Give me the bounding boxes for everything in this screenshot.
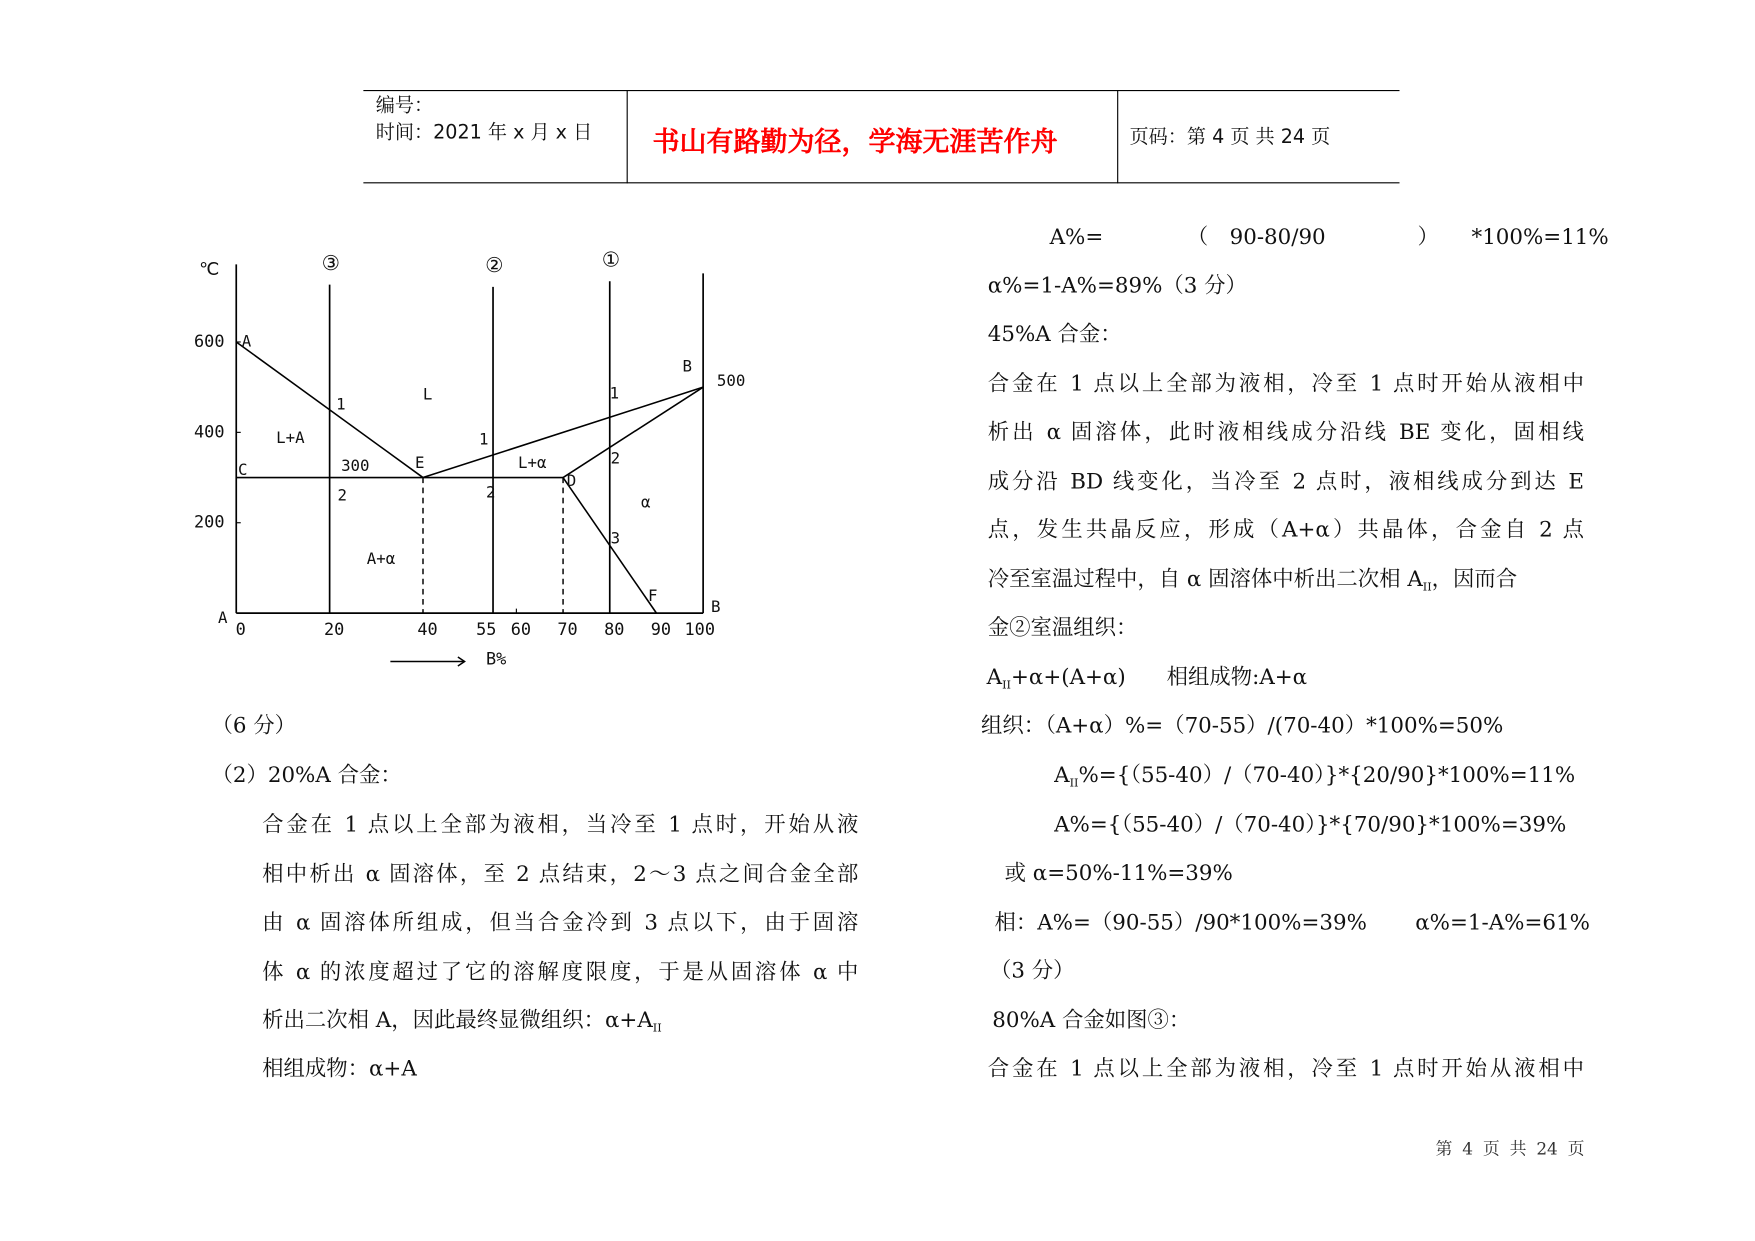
subscript: II (1069, 777, 1079, 790)
annotation: 3 (610, 528, 621, 548)
annotation: 2 (610, 448, 621, 468)
paragraph-line: 析出 α 固溶体，此时液相线成分沿线 BE 变化，固相线 (987, 419, 1584, 445)
x-tick-label: 90 (650, 619, 672, 639)
annotation: α (640, 492, 651, 512)
x-tick-label: 0 (235, 619, 246, 639)
phase-alpha-line: α%=1-A%=61% (1415, 910, 1590, 935)
annotation: B (710, 597, 721, 617)
paragraph-line (988, 566, 1517, 602)
paragraph-line: 金②室温组织： (987, 615, 1138, 641)
subscript: II (652, 1022, 662, 1035)
structure-phase: 相组成物:A+α (1166, 664, 1308, 690)
score-6: （6 分） (211, 713, 297, 738)
a-pct-expr: 90-80/90 (1229, 225, 1326, 250)
phase-line: 相组成物：α+A (262, 1056, 417, 1082)
paragraph-line: 合金在 1 点以上全部为液相，当冷至 1 点时，开始从液 (262, 812, 859, 837)
annotation: L (422, 384, 433, 404)
text: A (986, 664, 1003, 690)
y-tick-label: 600 (194, 330, 225, 351)
annotation: 1 (336, 394, 346, 414)
page-label: 页码：第 4 页 共 24 页 (1129, 126, 1331, 149)
paragraph-line: 合金在 1 点以上全部为液相，冷至 1 点时开始从液相中 (987, 371, 1584, 396)
y-tick-label: 200 (194, 511, 225, 532)
a-pct-label: A%= (1049, 225, 1104, 250)
paragraph-line (262, 1007, 662, 1043)
text: 析出二次相 A，因此最终显微组织：α+A (262, 1008, 653, 1033)
annotation: E (414, 453, 425, 473)
x-tick-label: 70 (557, 619, 578, 639)
org-line: 组织：（A+α）%=（70-55）/(70-40）*100%=50% (981, 713, 1504, 738)
alloy45-title: 45%A 合金： (987, 321, 1122, 347)
paragraph-line: 成分沿 BD 线变化，当冷至 2 点时，液相线成分到达 E (987, 469, 1584, 494)
paragraph-line: 相中析出 α 固溶体，至 2 点结束，2～3 点之间合金全部 (262, 861, 859, 887)
subscript: II (1422, 581, 1432, 594)
q2-title: （2）20%A 合金： (211, 762, 402, 788)
aii-line (1054, 762, 1575, 798)
annotation: L+α (518, 453, 547, 473)
text: %={（55-40）/（70-40）}*{20/90}*100%=11% (1078, 762, 1576, 788)
annotation: B (682, 356, 692, 376)
annotation: A (217, 608, 228, 628)
phase-a-line: 相：A%=（90-55）/90*100%=39% (994, 910, 1367, 935)
structure-line (987, 664, 1126, 700)
or-line: 或 α=50%-11%=39% (1004, 860, 1233, 886)
text: A (1054, 762, 1070, 788)
paragraph-line: 体 α 的浓度超过了它的溶解度限度，于是从固溶体 α 中 (262, 959, 859, 985)
text: +α+(A+α) (1010, 664, 1126, 690)
annotation: D (566, 471, 577, 491)
annotation: 500 (716, 370, 746, 390)
subscript: II (1002, 679, 1011, 692)
score-3: （3 分） (990, 958, 1075, 984)
x-tick-label: 40 (417, 619, 438, 639)
annotation: 1 (609, 383, 620, 403)
annotation: F (647, 585, 658, 605)
series-solidus-DB (563, 387, 703, 477)
x-tick-label: 100 (684, 619, 715, 639)
a-pct-open: （ (1186, 225, 1209, 250)
alloy-label: ① (601, 247, 620, 272)
a-pct-line: A%={（55-40）/（70-40）}*{70/90}*100%=39% (1054, 812, 1567, 837)
y-axis-label: ℃ (199, 259, 220, 280)
annotation: 1 (478, 429, 489, 449)
paragraph-line: 点，发生共晶反应，形成（A+α）共晶体，合金自 2 点 (987, 517, 1584, 543)
series-liquidus-EB (423, 387, 703, 477)
annotation: A (241, 331, 252, 351)
annotation: 300 (341, 456, 370, 476)
x-axis-label: B% (485, 648, 507, 669)
paragraph-line: 由 α 固溶体所组成，但当合金冷到 3 点以下，由于固溶 (262, 910, 859, 935)
annotation: L+A (276, 428, 305, 448)
annotation: 2 (337, 485, 347, 505)
alloy-label: ③ (321, 250, 340, 275)
text: ，因而合 (1431, 567, 1518, 592)
text: 冷至室温过程中，自 α 固溶体中析出二次相 A (987, 567, 1423, 592)
x-tick-label: 55 (476, 619, 497, 639)
x-tick-label: 20 (323, 619, 345, 639)
x-tick-label: 80 (604, 619, 625, 639)
serial-label: 编号： (375, 94, 434, 117)
alpha-line: α%=1-A%=89%（3 分） (987, 273, 1247, 299)
date-label: 时间：2021 年 x 月 x 日 (375, 121, 593, 144)
x-tick-label: 60 (510, 619, 532, 639)
motto: 书山有路勤为径，学海无涯苦作舟 (652, 126, 1058, 158)
alloy80-title: 80%A 合金如图③： (992, 1008, 1191, 1033)
annotation: C (238, 459, 248, 479)
alloy-label: ② (485, 253, 504, 278)
a-pct-result: *100%=11% (1471, 225, 1609, 250)
annotation: 2 (485, 482, 496, 502)
y-tick-label: 400 (194, 421, 225, 442)
page-footer: 第 4 页 共 24 页 (1435, 1138, 1585, 1159)
a-pct-close: ） (1417, 225, 1439, 250)
paragraph-line: 合金在 1 点以上全部为液相，冷至 1 点时开始从液相中 (987, 1056, 1584, 1082)
annotation: A+α (366, 548, 396, 568)
